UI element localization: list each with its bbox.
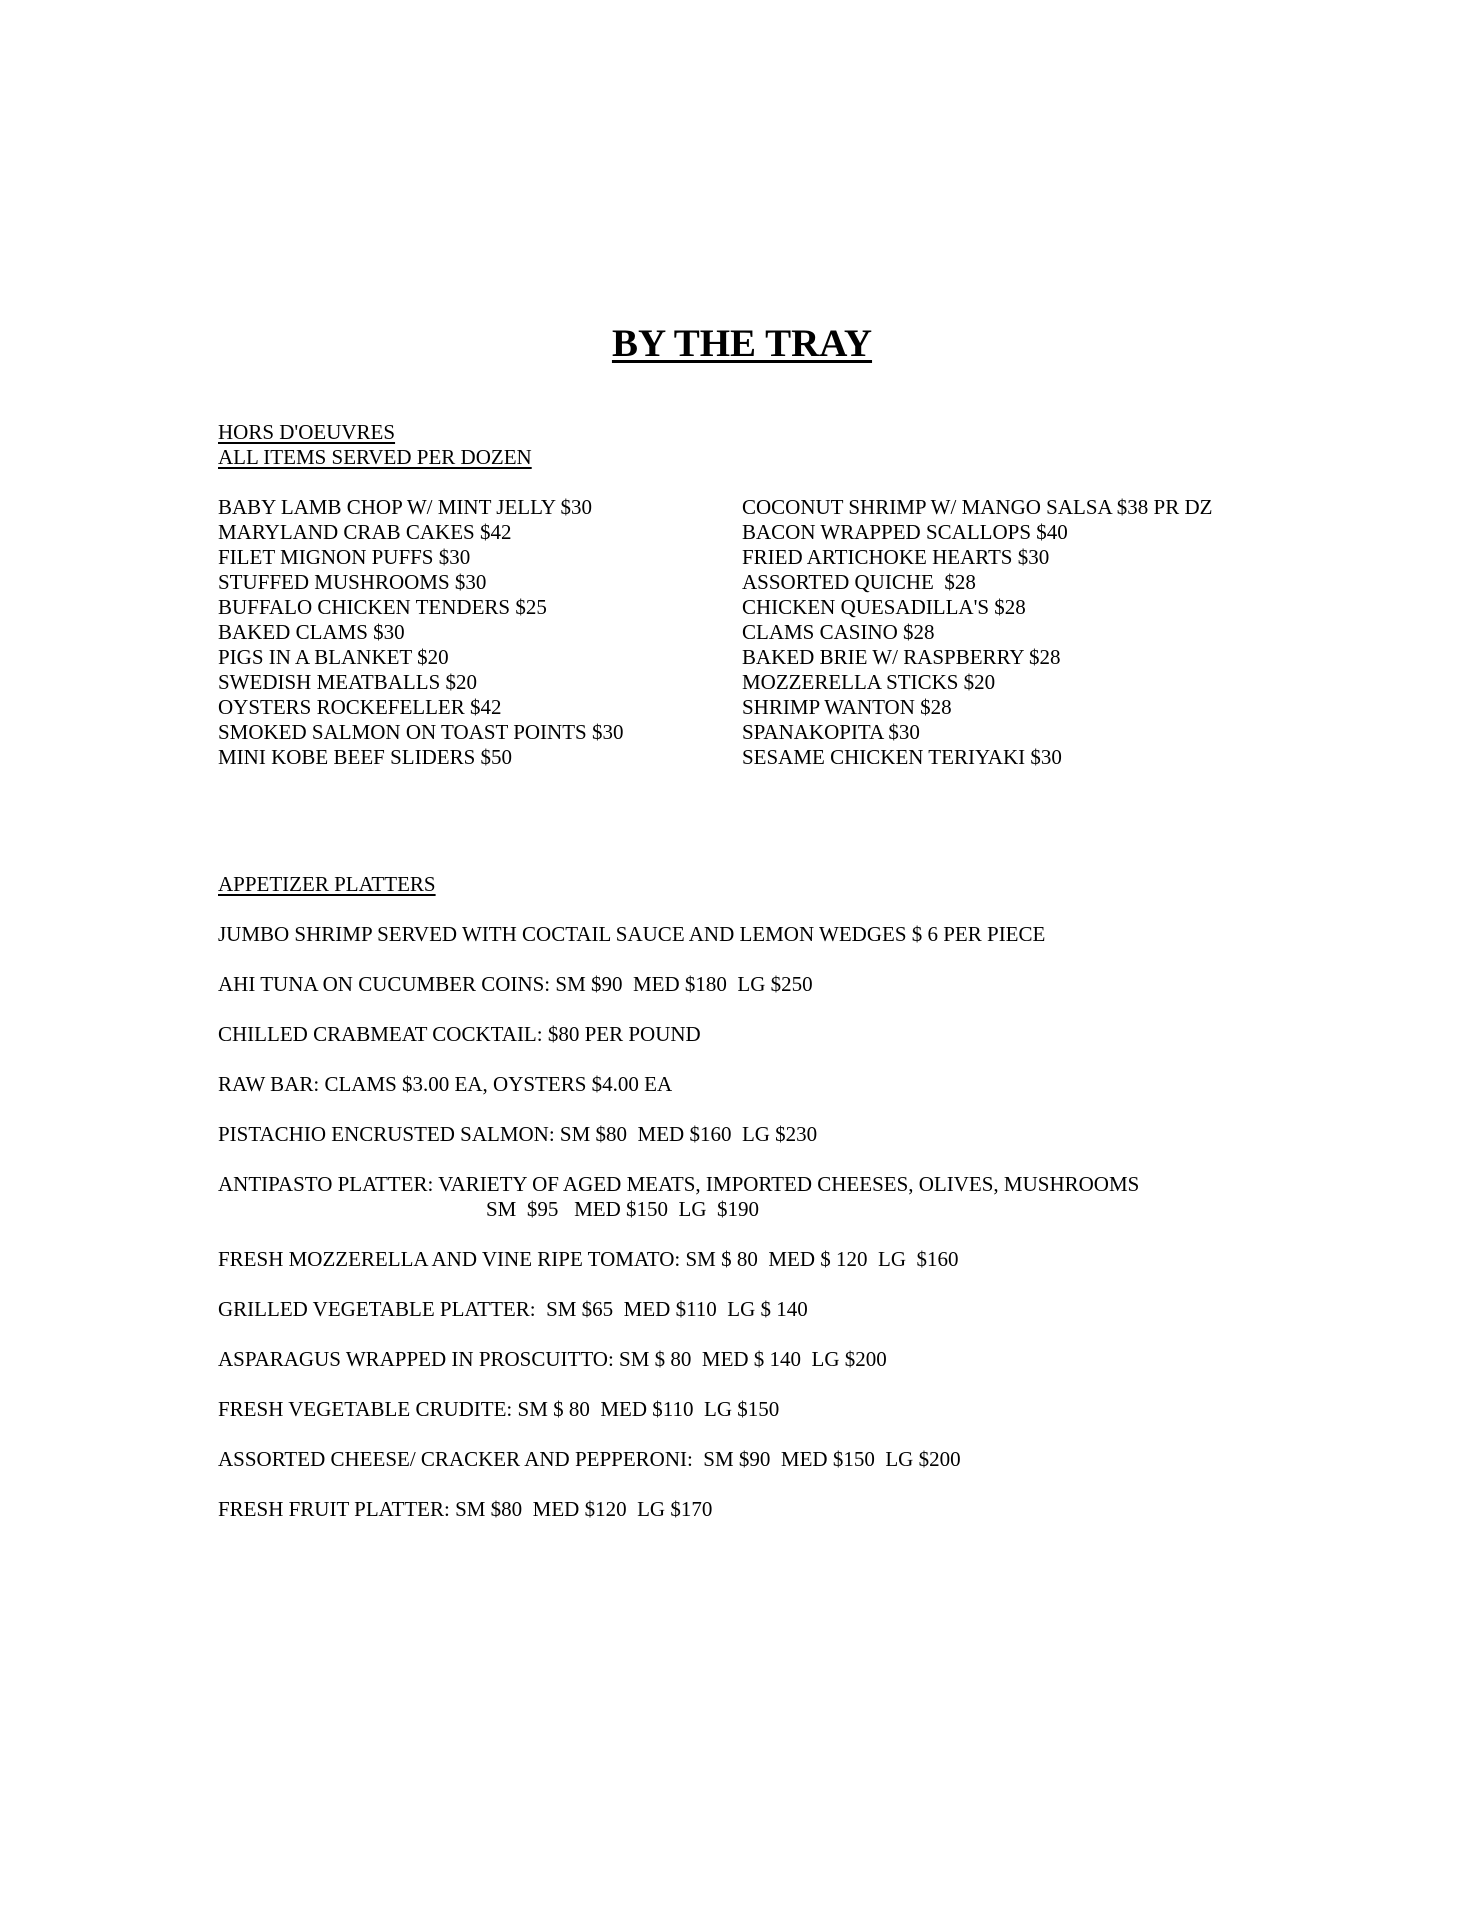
list-item: BAKED CLAMS $30 [218, 620, 405, 644]
list-item [218, 922, 1139, 947]
list-item: FILET MIGNON PUFFS $30 [218, 545, 471, 569]
list-item [218, 1172, 1139, 1222]
platter-text: GRILLED VEGETABLE PLATTER: SM $65 MED $110 LG $ 140 [218, 1297, 808, 1321]
platter-text: FRESH MOZZERELLA AND VINE RIPE TOMATO: SM $ 80 MED $ 120 LG $160 [218, 1247, 959, 1271]
platter-prices: SM $95 MED $150 LG $190 [486, 1197, 760, 1221]
list-item [218, 1022, 1139, 1047]
list-item: BAKED BRIE W/ RASPBERRY $28 [742, 645, 1061, 669]
list-item [218, 1497, 1139, 1522]
list-item [218, 1247, 1139, 1272]
hors-doeuvres-heading: HORS D'OEUVRES [218, 420, 396, 444]
list-item: BUFFALO CHICKEN TENDERS $25 [218, 595, 547, 619]
list-item [218, 1297, 1139, 1322]
page-title: BY THE TRAY [611, 322, 873, 365]
list-item: FRIED ARTICHOKE HEARTS $30 [742, 545, 1050, 569]
list-item: STUFFED MUSHROOMS $30 [218, 570, 487, 594]
list-item: SPANAKOPITA $30 [742, 720, 920, 744]
list-item [218, 1447, 1139, 1472]
appetizer-platters-heading: APPETIZER PLATTERS [218, 872, 436, 896]
appetizer-platters-list [218, 922, 1139, 1547]
list-item [218, 1072, 1139, 1097]
platter-text: ANTIPASTO PLATTER: VARIETY OF AGED MEATS, IMPORTED CHEESES, OLIVES, MUSHROOMS [218, 1172, 1140, 1196]
list-item [218, 1397, 1139, 1422]
list-item: SHRIMP WANTON $28 [742, 695, 952, 719]
list-item: SESAME CHICKEN TERIYAKI $30 [742, 745, 1062, 769]
platter-text: FRESH FRUIT PLATTER: SM $80 MED $120 LG $170 [218, 1497, 713, 1521]
list-item: SWEDISH MEATBALLS $20 [218, 670, 478, 694]
list-item: CHICKEN QUESADILLA'S $28 [742, 595, 1026, 619]
list-item: BACON WRAPPED SCALLOPS $40 [742, 520, 1068, 544]
list-item [218, 972, 1139, 997]
list-item: ASSORTED QUICHE $28 [742, 570, 976, 594]
hors-doeuvres-left-list [218, 495, 623, 770]
list-item: MOZZERELLA STICKS $20 [742, 670, 996, 694]
hors-doeuvres-subheading: ALL ITEMS SERVED PER DOZEN [218, 445, 532, 469]
list-item: COCONUT SHRIMP W/ MANGO SALSA $38 PR DZ [742, 495, 1213, 519]
list-item: PIGS IN A BLANKET $20 [218, 645, 449, 669]
hors-doeuvres-right-list [742, 495, 1212, 770]
list-item: BABY LAMB CHOP W/ MINT JELLY $30 [218, 495, 592, 519]
platter-text: CHILLED CRABMEAT COCKTAIL: $80 PER POUND [218, 1022, 701, 1046]
list-item: MARYLAND CRAB CAKES $42 [218, 520, 512, 544]
list-item: SMOKED SALMON ON TOAST POINTS $30 [218, 720, 624, 744]
platter-text: ASSORTED CHEESE/ CRACKER AND PEPPERONI: SM $90 MED $150 LG $200 [218, 1447, 961, 1471]
platter-text: FRESH VEGETABLE CRUDITE: SM $ 80 MED $110 LG $150 [218, 1397, 780, 1421]
platter-text: RAW BAR: CLAMS $3.00 EA, OYSTERS $4.00 EA [218, 1072, 673, 1096]
hors-doeuvres-header [218, 420, 532, 470]
list-item [218, 1347, 1139, 1372]
list-item [218, 1122, 1139, 1147]
list-item: CLAMS CASINO $28 [742, 620, 935, 644]
platter-text: JUMBO SHRIMP SERVED WITH COCTAIL SAUCE AND LEMON WEDGES $ 6 PER PIECE [218, 922, 1046, 946]
list-item: OYSTERS ROCKEFELLER $42 [218, 695, 502, 719]
platter-text: PISTACHIO ENCRUSTED SALMON: SM $80 MED $160 LG $230 [218, 1122, 818, 1146]
list-item: MINI KOBE BEEF SLIDERS $50 [218, 745, 513, 769]
platter-text: AHI TUNA ON CUCUMBER COINS: SM $90 MED $180 LG $250 [218, 972, 813, 996]
platter-text: ASPARAGUS WRAPPED IN PROSCUITTO: SM $ 80 MED $ 140 LG $200 [218, 1347, 887, 1371]
